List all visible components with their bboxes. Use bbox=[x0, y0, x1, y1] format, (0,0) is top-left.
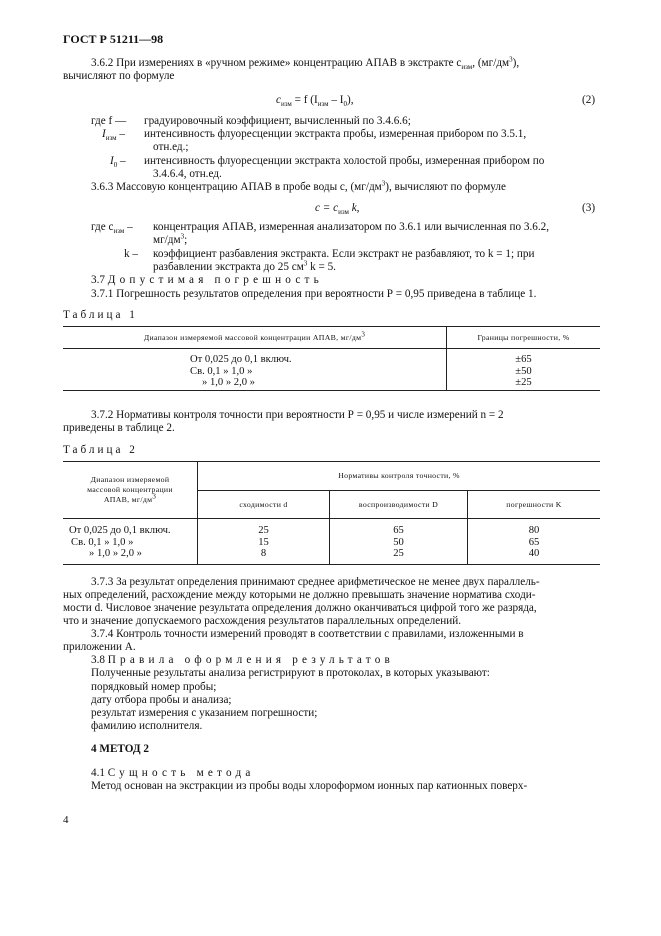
table-2 bbox=[63, 461, 600, 565]
paragraph-3-6-2-line2: вычисляют по формуле bbox=[63, 70, 175, 82]
table-row: От 0,025 до 0,1 включ. bbox=[190, 354, 292, 365]
table-1-header-range: Диапазон измеряемой массовой концентрации АПАВ, $мг/дм^3$ bbox=[63, 327, 447, 349]
paragraph-3-7-4-line2: приложении А. bbox=[63, 641, 136, 653]
paragraph-3-8: Полученные результаты анализа регистрируют в протоколах, в которых указывают: bbox=[91, 667, 490, 679]
where-k-label: k – bbox=[124, 248, 138, 260]
paragraph-3-6-2-line1: 3.6.2 При измерениях в «ручном режиме» концентрацию АПАВ в экстракте $с_{изм}$, $(мг/дм^3)$, bbox=[91, 55, 520, 72]
table-cell: 50 bbox=[393, 536, 404, 548]
paragraph-3-7-4-line1: 3.7.4 Контроль точности измерений проводят в соответствии с правилами, изложенными в bbox=[91, 628, 524, 640]
table-cell: 65 bbox=[528, 536, 540, 548]
section-4-1-title: 4.1 Сущность метода bbox=[91, 767, 255, 779]
table-row: Св. 0,1 » 1,0 » bbox=[190, 365, 253, 377]
paragraph-3-7-3-line4: что и значение допускаемого расхождения результатов параллельных определений. bbox=[63, 615, 461, 627]
table-2-header-group: Нормативы контроля точности, % bbox=[198, 462, 601, 491]
where-c-label: где $с_{изм}$ – bbox=[91, 221, 133, 236]
table-2-d-cell bbox=[198, 519, 330, 565]
where-c-text-2: $мг/дм^3$; bbox=[153, 232, 188, 246]
section-4-title: 4 МЕТОД 2 bbox=[91, 743, 149, 755]
formula-2: $с_{изм} = f$ $(I_{изм} - I_0)$, bbox=[276, 94, 354, 109]
section-3-7-title: 3.7 Допустимая погрешность bbox=[91, 274, 323, 286]
table-cell: 8 bbox=[260, 548, 267, 559]
table-cell: 65 bbox=[393, 525, 404, 536]
table-2-D-cell bbox=[330, 519, 468, 565]
table-2-header-K: погрешности K bbox=[468, 491, 601, 519]
table-cell: ±65 bbox=[515, 354, 532, 365]
list-item: результат измерения с указанием погрешности; bbox=[91, 707, 318, 719]
table-2-range-cell bbox=[63, 519, 198, 565]
where-f-text: градуировочный коэффициент, вычисленный по 3.4.6.6; bbox=[144, 115, 411, 127]
table-2-K-cell bbox=[468, 519, 601, 565]
table-cell: 40 bbox=[528, 548, 540, 559]
where-k-text-1: коэффициент разбавления экстракта. Если экстракт не разбавляют, то k = 1; при bbox=[153, 248, 535, 260]
table-1-caption: Таблица 1 bbox=[63, 309, 138, 321]
table-2-header-D: воспроизводимости D bbox=[330, 491, 468, 519]
table-cell: 25 bbox=[258, 525, 269, 536]
paragraph-3-6-3: 3.6.3 Массовую концентрацию АПАВ в пробе воды с, $(мг/дм^3)$, вычисляют по формуле bbox=[91, 179, 506, 193]
where-c-text-1: концентрация АПАВ, измеренная анализатором по 3.6.1 или вычисленная по 3.6.2, bbox=[153, 221, 550, 233]
list-item: фамилию исполнителя. bbox=[91, 720, 203, 732]
table-cell: 80 bbox=[528, 525, 540, 536]
table-row: Св. 0,1 » 1,0 » bbox=[71, 536, 134, 548]
formula-2-number: (2) bbox=[582, 94, 596, 106]
where-k-text-2: разбавлении экстракта до 25 $см^3$ k = 5. bbox=[153, 259, 336, 273]
paragraph-3-7-3-line1: 3.7.3 За результат определения принимают среднее арифметическое не менее двух параллель- bbox=[91, 576, 540, 588]
table-2-header-d: сходимости d bbox=[198, 491, 330, 519]
document-header: ГОСТ Р 51211—98 bbox=[63, 32, 164, 46]
table-2-caption: Таблица 2 bbox=[63, 444, 138, 456]
list-item: дату отбора пробы и анализа; bbox=[91, 694, 232, 706]
table-1-range-cell bbox=[63, 349, 447, 391]
paragraph-3-7-2-line1: 3.7.2 Нормативы контроля точности при вероятности Р = 0,95 и числе измерений n = 2 bbox=[91, 409, 504, 421]
table-row: » 1,0 » 2,0 » bbox=[89, 548, 142, 559]
where-i-text-2: отн.ед.; bbox=[153, 141, 189, 153]
table-cell: ±25 bbox=[515, 377, 532, 388]
where-f-label: где f — bbox=[91, 115, 127, 127]
paragraph-3-7-3-line2: ных определений, расхождение между которыми не должно превышать значение норматива сходи- bbox=[63, 589, 536, 601]
page-number: 4 bbox=[63, 814, 69, 826]
table-1-header-error: Границы погрешности, % bbox=[447, 327, 601, 349]
paragraph-4-1: Метод основан на экстракции из пробы воды хлороформом ионных пар катионных поверх- bbox=[91, 780, 528, 792]
table-cell: ±50 bbox=[515, 365, 532, 377]
table-cell: 15 bbox=[258, 536, 269, 548]
where-i0-label: $I_0$ – bbox=[110, 155, 126, 170]
list-item: порядковый номер пробы; bbox=[91, 681, 217, 693]
paragraph-3-7-3-line3: мости d. Числовое значение результата определения должно оканчиваться цифрой того же разряда, bbox=[63, 602, 537, 614]
formula-3: $с = с_{изм}$ k, bbox=[315, 202, 360, 217]
table-row: От 0,025 до 0,1 включ. bbox=[69, 525, 171, 536]
table-cell: 25 bbox=[393, 548, 404, 559]
formula-3-number: (3) bbox=[582, 202, 596, 214]
section-3-8-title: 3.8 Правила оформления результатов bbox=[91, 654, 394, 666]
table-2-header-range: Диапазон измеряемой массовой концентрации АПАВ, $мг/дм^3$ bbox=[63, 462, 198, 519]
where-i0-text-1: интенсивность флуоресценции экстракта холостой пробы, измеренная прибором по bbox=[144, 155, 545, 167]
table-1-error-cell bbox=[447, 349, 601, 391]
table-1 bbox=[63, 326, 600, 391]
where-i-text-1: интенсивность флуоресценции экстракта пробы, измеренная прибором по 3.5.1, bbox=[144, 128, 527, 140]
paragraph-3-7-1: 3.7.1 Погрешность результатов определения при вероятности Р = 0,95 приведена в таблице 1. bbox=[91, 288, 537, 300]
where-i0-text-2: 3.4.6.4, отн.ед. bbox=[153, 168, 222, 180]
where-i-label: $I_{изм}$ – bbox=[102, 128, 125, 143]
table-row: » 1,0 » 2,0 » bbox=[202, 377, 255, 388]
paragraph-3-7-2-line2: приведены в таблице 2. bbox=[63, 422, 175, 434]
